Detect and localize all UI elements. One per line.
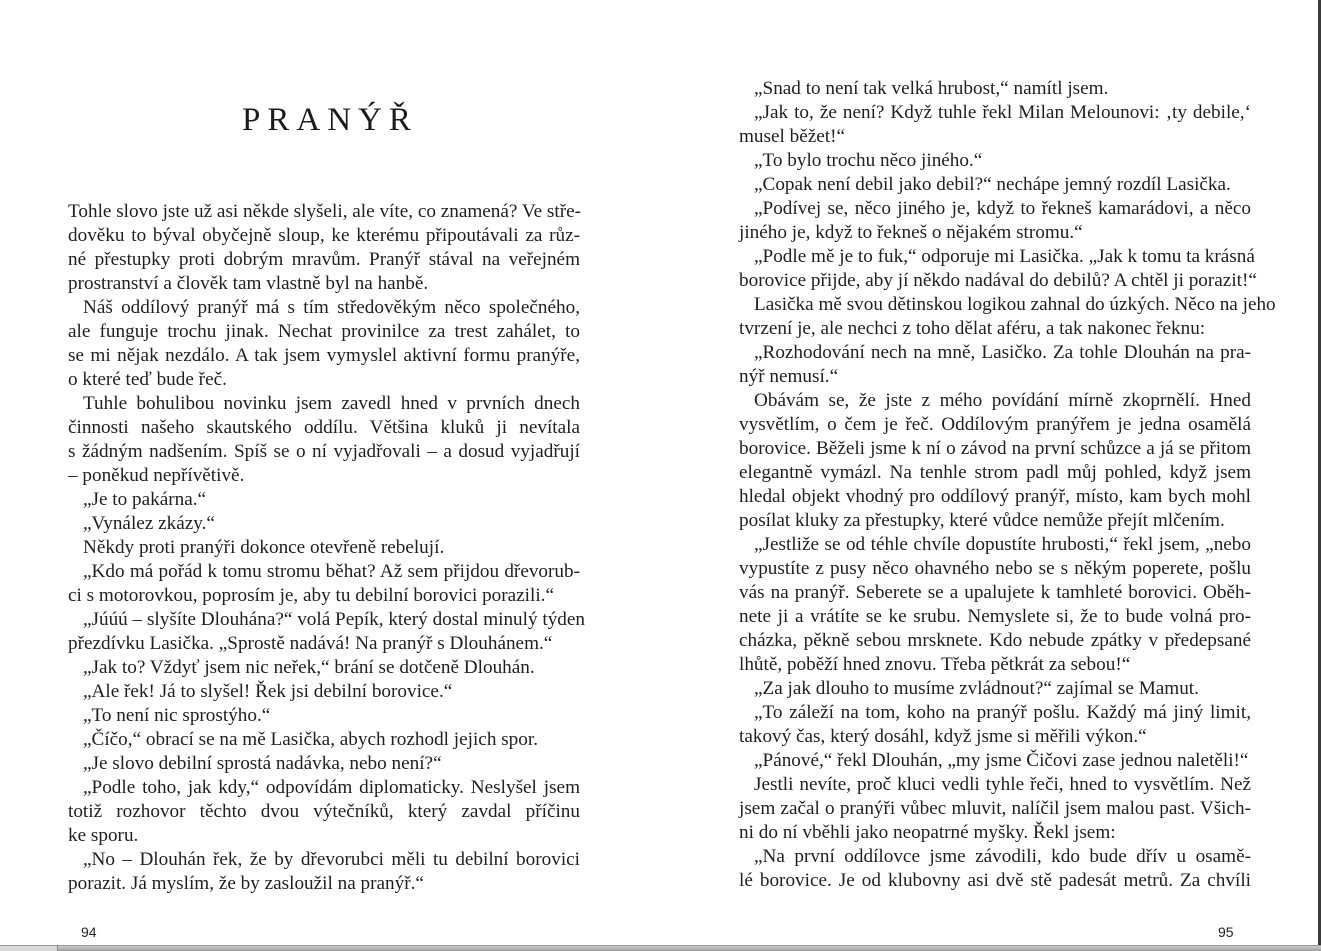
text-line: „No – Dlouhán řek, že by dřevorubci měli tu debilní borovici xyxy=(83,849,580,870)
text-line: „Copak není debil jako debil?“ nechápe jemný rozdíl Lasička. xyxy=(754,174,1231,195)
text-line: „Podívej se, něco jiného je, když to řekneš kamarádovi, a něco xyxy=(754,198,1251,219)
text-line: ci s motorovkou, poprosím je, aby tu debilní borovici porazili.“ xyxy=(68,585,554,606)
text-line: „Snad to není tak velká hrubost,“ namítl jsem. xyxy=(754,78,1109,99)
text-line: hledal objekt vhodný pro oddílový pranýř, místo, kam bych mohl xyxy=(739,486,1251,507)
text-line: s žádným nadšením. Spíš se o ní vyjadřovali – a dosud vyjadřují xyxy=(68,441,580,462)
left-page-text xyxy=(68,200,585,896)
text-line: „Rozhodování nech na mně, Lasičko. Za tohle Dlouhán na pra- xyxy=(754,342,1251,363)
text-line: elegantně vymázl. Na tenhle strom padl můj pohled, když jsem xyxy=(739,462,1251,483)
text-line: ale funguje trochu jinak. Nechat provinilce za trest zahálet, to xyxy=(68,321,580,342)
chapter-title: PRANÝŘ xyxy=(242,102,418,138)
text-line: se mi nějak nezdálo. A tak jsem vymyslel aktivní formu pranýře, xyxy=(68,345,580,366)
text-line: vypustíte z pusy něco ohavného nebo se s někým poperete, pošlu xyxy=(739,558,1251,579)
text-line: tvrzení je, ale nechci z toho dělat aféru, a tak nakonec řeknu: xyxy=(739,318,1206,339)
text-line: „Júúú – slyšíte Dlouhána?“ volá Pepík, který dostal minulý týden xyxy=(83,609,585,630)
text-line: „Jestliže se od téhle chvíle dopustíte hrubosti,“ řekl jsem, „nebo xyxy=(754,534,1251,555)
text-line: jiného je, když to řekneš o nějakém stromu.“ xyxy=(739,222,1083,243)
text-line: lhůtě, poběží hned znovu. Třeba pětkrát za sebou!“ xyxy=(739,654,1131,675)
text-line: totiž rozhovor těchto dvou výtečníků, který zavdal příčinu xyxy=(68,801,580,822)
text-line: ke sporu. xyxy=(68,825,139,846)
text-line: Obávám se, že jste z mého povídání mírně zkoprnělí. Hned xyxy=(754,390,1251,411)
page-number-left: 94 xyxy=(81,924,97,940)
right-page xyxy=(660,0,1318,945)
text-line: – poněkud nepřívětivě. xyxy=(68,465,245,486)
text-line: „Pánové,“ řekl Dlouhán, „my jsme Čičovi zase jednou naletěli!“ xyxy=(754,750,1249,771)
text-line: přezdívku Lasička. „Sprostě nadává! Na pranýř s Dlouhánem.“ xyxy=(68,633,553,654)
text-line: takový čas, který dosáhl, když jsme si měřili výkon.“ xyxy=(739,726,1147,747)
left-page xyxy=(0,0,660,945)
text-line: ni do ní vběhli jako neopatrné myšky. Řekl jsem: xyxy=(739,822,1116,843)
text-line: Někdy proti pranýři dokonce otevřeně rebelují. xyxy=(83,537,445,558)
text-line: „To bylo trochu něco jiného.“ xyxy=(754,150,983,171)
text-line: „Ale řek! Já to slyšel! Řek jsi debilní borovice.“ xyxy=(83,681,453,702)
text-line: „Je to pakárna.“ xyxy=(83,489,207,510)
text-line: „Na první oddílovce jsme závodili, kdo bude dřív u osamě- xyxy=(754,846,1251,867)
text-line: lé borovice. Je od klubovny asi dvě stě padesát metrů. Za chvíli xyxy=(739,870,1251,891)
text-line: Náš oddílový pranýř má s tím středověkým něco společného, xyxy=(83,297,580,318)
text-line: „Kdo má pořád k tomu stromu běhat? Až sem přijdou dřevorub- xyxy=(83,561,580,582)
text-line: činnosti našeho skautského oddílu. Většina kluků ji nevítala xyxy=(68,417,580,438)
text-line: Lasička mě svou dětinskou logikou zahnal do úzkých. Něco na jeho xyxy=(754,294,1276,315)
text-line: „Za jak dlouho to musíme zvládnout?“ zajímal se Mamut. xyxy=(754,678,1199,699)
text-line: Jestli nevíte, proč kluci vedli tyhle řeči, hned to vysvětlím. Než xyxy=(754,774,1251,795)
text-line: „Vynález zkázy.“ xyxy=(83,513,215,534)
text-line: „Podle toho, jak kdy,“ odpovídám diplomaticky. Neslyšel jsem xyxy=(83,777,580,798)
text-line: cházka, pěkně sebou mrsknete. Kdo nebude zpátky v předepsané xyxy=(739,630,1251,651)
text-line: „Jak to, že není? Když tuhle řekl Milan Melounovi: ‚ty debile,‘ xyxy=(754,102,1251,123)
text-line: musel běžet!“ xyxy=(739,126,846,147)
text-line: „Číčo,“ obrací se na mě Lasička, abych rozhodl jejich spor. xyxy=(83,729,538,750)
text-line: Tohle slovo jste už asi někde slyšeli, ale víte, co znamená? Ve stře- xyxy=(68,201,582,222)
text-line: „To záleží na tom, koho na pranýř pošlu. Každý má jiný limit, xyxy=(754,702,1251,723)
text-line: borovice. Běželi jsme k ní o závod na první schůzce a já se přitom xyxy=(739,438,1251,459)
text-line: „Je slovo debilní sprostá nadávka, nebo není?“ xyxy=(83,753,442,774)
text-line: vysvětlím, o čem je řeč. Oddílovým pranýřem je jedna osamělá xyxy=(739,414,1251,435)
text-line: vás na pranýř. Seberete se a upalujete k tamhleté borovici. Oběh- xyxy=(739,582,1251,603)
text-line: jsem začal o pranýři vůbec mluvit, nalíčil jsem malou past. Všich- xyxy=(739,798,1251,819)
right-page-text xyxy=(739,77,1276,893)
text-line: nýř nemusí.“ xyxy=(739,366,839,387)
text-line: né přestupky proti dobrým mravům. Pranýř stával na veřejném xyxy=(68,249,580,270)
text-line: posílat kluky za přestupky, které vůdce nemůže přejít mlčením. xyxy=(739,510,1225,531)
page-number-right: 95 xyxy=(1218,924,1234,940)
text-line: nete ji a vrátíte se ke srubu. Nemyslete si, že to bude volná pro- xyxy=(739,606,1251,627)
text-line: dověku to býval obyčejně sloup, ke kterému připoutávali za růz- xyxy=(68,225,580,246)
text-line: prostranství a člověk tam vlastně byl na hanbě. xyxy=(68,273,429,294)
text-line: o které teď bude řeč. xyxy=(68,369,227,390)
text-line: „Jak to? Vždyť jsem nic neřek,“ brání se dotčeně Dlouhán. xyxy=(83,657,535,678)
text-line: „Podle mě je to fuk,“ odporuje mi Lasička. „Jak k tomu ta krásná xyxy=(754,246,1255,267)
text-line: Tuhle bohulibou novinku jsem zavedl hned v prvních dnech xyxy=(83,393,580,414)
text-line: „To není nic sprostýho.“ xyxy=(83,705,271,726)
bottom-bar-segment xyxy=(0,946,58,951)
bottom-bar xyxy=(0,945,1321,951)
text-line: borovice přijde, aby jí někdo nadával do debilů? A chtěl ji porazit!“ xyxy=(739,270,1257,291)
text-line: porazit. Já myslím, že by zasloužil na pranýř.“ xyxy=(68,873,424,894)
